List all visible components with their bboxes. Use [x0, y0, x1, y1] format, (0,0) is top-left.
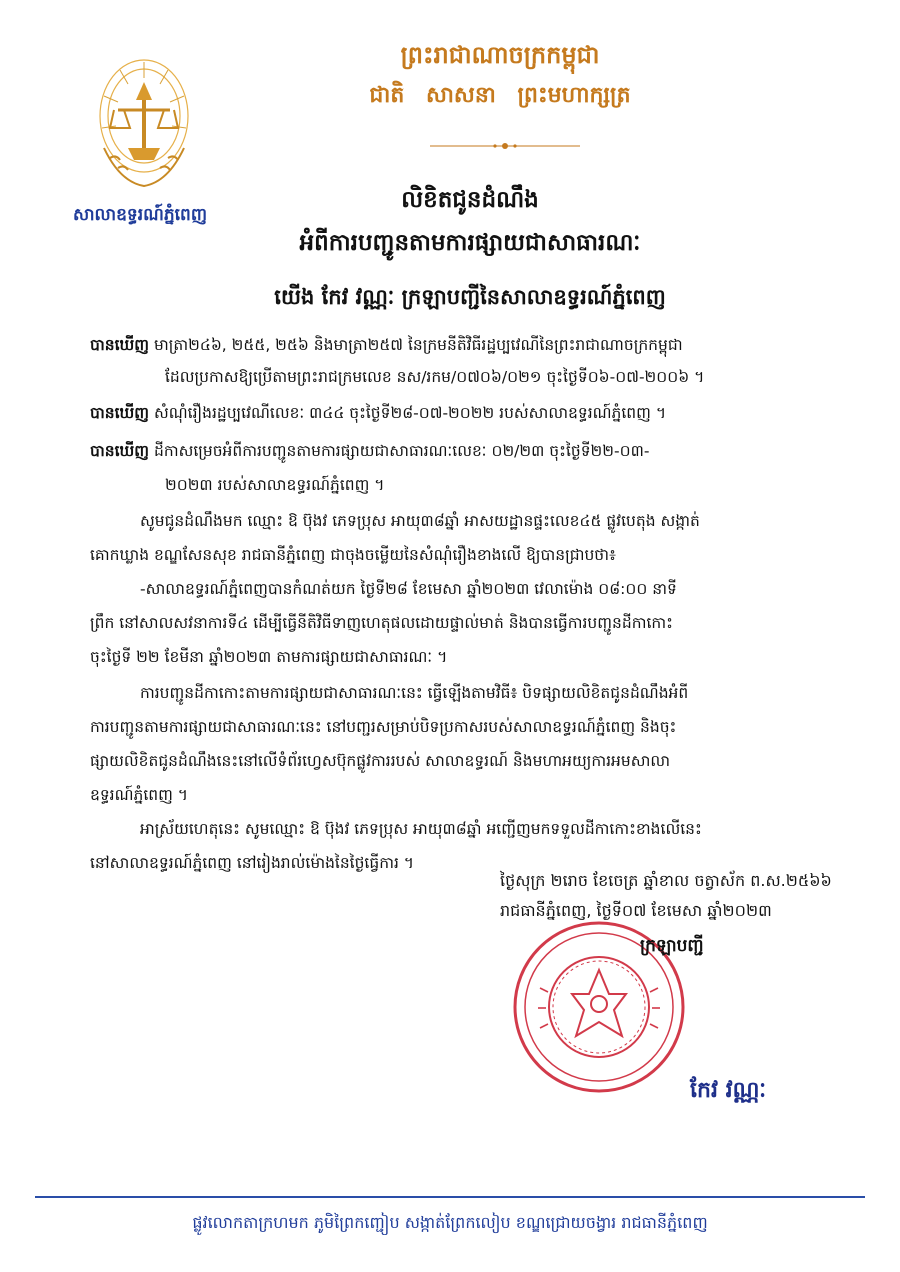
footer-divider — [35, 1196, 865, 1198]
solar-date: រាជធានីភ្នំពេញ, ថ្ងៃទី០៧ ខែមេសា ឆ្នាំ២០២៣ — [500, 901, 772, 921]
reference-3 — [90, 442, 649, 461]
paragraph-4-line-1: អាស្រ័យហេតុនេះ សូមឈ្មោះ ឱ ប៊ុងវ ភេទប្រុស អាយុ៣៨ឆ្នាំ អញ្ជើញមកទទួលដីកាកោះខាងលើនេះ — [140, 820, 702, 838]
footer-address: ផ្លូវលោកតាក្រហមក ភូមិព្រៃកញ្ជៀប សង្កាត់ព្រែកលៀប ខណ្ឌជ្រោយចង្វារ រាជធានីភ្នំពេញ — [192, 1213, 708, 1232]
reference-2-line-1: សំណុំរឿងរដ្ឋប្បវេណីលេខៈ ៣៤៤ ចុះថ្ងៃទី២៨-០៧-២០២២ របស់សាលាឧទ្ធរណ៍ភ្នំពេញ ។ — [153, 404, 667, 422]
document-title — [120, 186, 820, 262]
paragraph-4-line-2: នៅសាលាឧទ្ធរណ៍ភ្នំពេញ នៅរៀងរាល់ម៉ោងនៃថ្ងៃធ្វើការ ។ — [90, 854, 415, 872]
paragraph-3-line-1: ការបញ្ជូនដីកាកោះតាមការផ្សាយជាសាធារណៈនេះ ធ្វើឡើងតាមវិធី៖ បិទផ្សាយលិខិតជូនដំណឹងអំពី — [140, 684, 689, 702]
reference-1-line-2: ដែលប្រកាសឱ្យប្រើតាមព្រះរាជក្រមលេខ នស/រកម/០៧០៦/០២១ ចុះថ្ងៃទី០៦-០៧-២០០៦ ។ — [165, 368, 705, 386]
reference-keyword: បានឃើញ — [90, 404, 150, 422]
lunar-date: ថ្ងៃសុក្រ ២រោច ខែចេត្រ ឆ្នាំខាល ចត្វាស័ក ព.ស.២៥៦៦ — [500, 871, 832, 890]
reference-keyword: បានឃើញ — [90, 442, 150, 460]
paragraph-3-line-4: ឧទ្ធរណ៍ភ្នំពេញ ។ — [90, 786, 189, 804]
reference-keyword: បានឃើញ — [90, 336, 150, 354]
signature-title: ក្រឡាបញ្ជី — [640, 936, 704, 956]
paragraph-3-line-2: ការបញ្ជូនតាមការផ្សាយជាសាធារណៈនេះ នៅបញ្ជរសម្រាប់បិទប្រកាសរបស់សាលាឧទ្ធរណ៍ភ្នំពេញ និងចុះ — [90, 718, 677, 736]
court-name: សាលាឧទ្ធរណ៍ភ្នំពេញ — [72, 205, 208, 225]
issuer-line: យើង កែវ វណ្ណៈ ក្រឡាបញ្ជីនៃសាលាឧទ្ធរណ៍ភ្នំពេញ — [274, 285, 666, 309]
paragraph-2-line-2: ព្រឹក នៅសាលសវនាការទី៤ ដើម្បីធ្វើនីតិវិធីទាញហេតុផលដោយផ្ទាល់មាត់ និងបានធ្វើការបញ្ជូនដីកាកោះ — [90, 614, 673, 632]
paragraph-1-line-1: សូមជូនដំណឹងមក ឈ្មោះ ឱ ប៊ុងវ ភេទប្រុស អាយុ៣៨ឆ្នាំ អាសយដ្ឋានផ្ទះលេខ៤៥ ផ្លូវបេតុង សង្កាត់ — [140, 512, 700, 530]
reference-3-line-2: ២០២៣ របស់សាលាឧទ្ធរណ៍ភ្នំពេញ ។ — [165, 476, 385, 494]
reference-3-line-1: ដីកាសម្រេចអំពីការបញ្ជូនតាមការផ្សាយជាសាធារណៈលេខៈ ០២/២៣ ចុះថ្ងៃទី២២-០៣- — [153, 442, 650, 460]
title-line-2: អំពីការបញ្ជូនតាមការផ្សាយជាសាធារណៈ — [299, 230, 641, 256]
paragraph-2-line-3: ចុះថ្ងៃទី ២២ ខែមីនា ឆ្នាំ២០២៣ តាមការផ្សាយជាសាធារណៈ ។ — [90, 648, 448, 666]
paragraph-1-line-2: គោកឃ្លាង ខណ្ឌសែនសុខ រាជធានីភ្នំពេញ ជាចុងចម្លើយនៃសំណុំរឿងខាងលើ ឱ្យបានជ្រាបថា៖ — [90, 546, 616, 564]
title-line-1: លិខិតជូនដំណឹង — [401, 187, 539, 213]
ornament-divider — [430, 140, 580, 152]
reference-1 — [90, 336, 683, 355]
kingdom-motto — [300, 40, 700, 113]
court-emblem-logo — [90, 48, 198, 198]
nation-religion-king: ជាតិ សាសនា ព្រះមហាក្សត្រ — [369, 83, 631, 108]
signatory-name: កែវ វណ្ណៈ — [690, 1078, 767, 1103]
paragraph-2-line-1: -សាលាឧទ្ធរណ៍ភ្នំពេញបានកំណត់យក ថ្ងៃទី២៨ ខែមេសា ឆ្នាំ២០២៣ វេលាម៉ោង ០៨:០០ នាទី — [140, 580, 677, 598]
kingdom-name: ព្រះរាជាណាចក្រកម្ពុជា — [400, 41, 600, 69]
reference-1-line-1: មាត្រា២៤៦, ២៥៥, ២៥៦ និងមាត្រា២៥៧ នៃក្រមនីតិវិធីរដ្ឋប្បវេណីនៃព្រះរាជាណាចក្រកម្ពុជា — [153, 336, 683, 354]
reference-2 — [90, 404, 666, 423]
paragraph-3-line-3: ផ្សាយលិខិតជូនដំណឹងនេះនៅលើទំព័រហ្វេសប៊ុកផ្លូវការរបស់ សាលាឧទ្ធរណ៍ និងមហាអយ្យការអមសាលា — [90, 752, 671, 770]
